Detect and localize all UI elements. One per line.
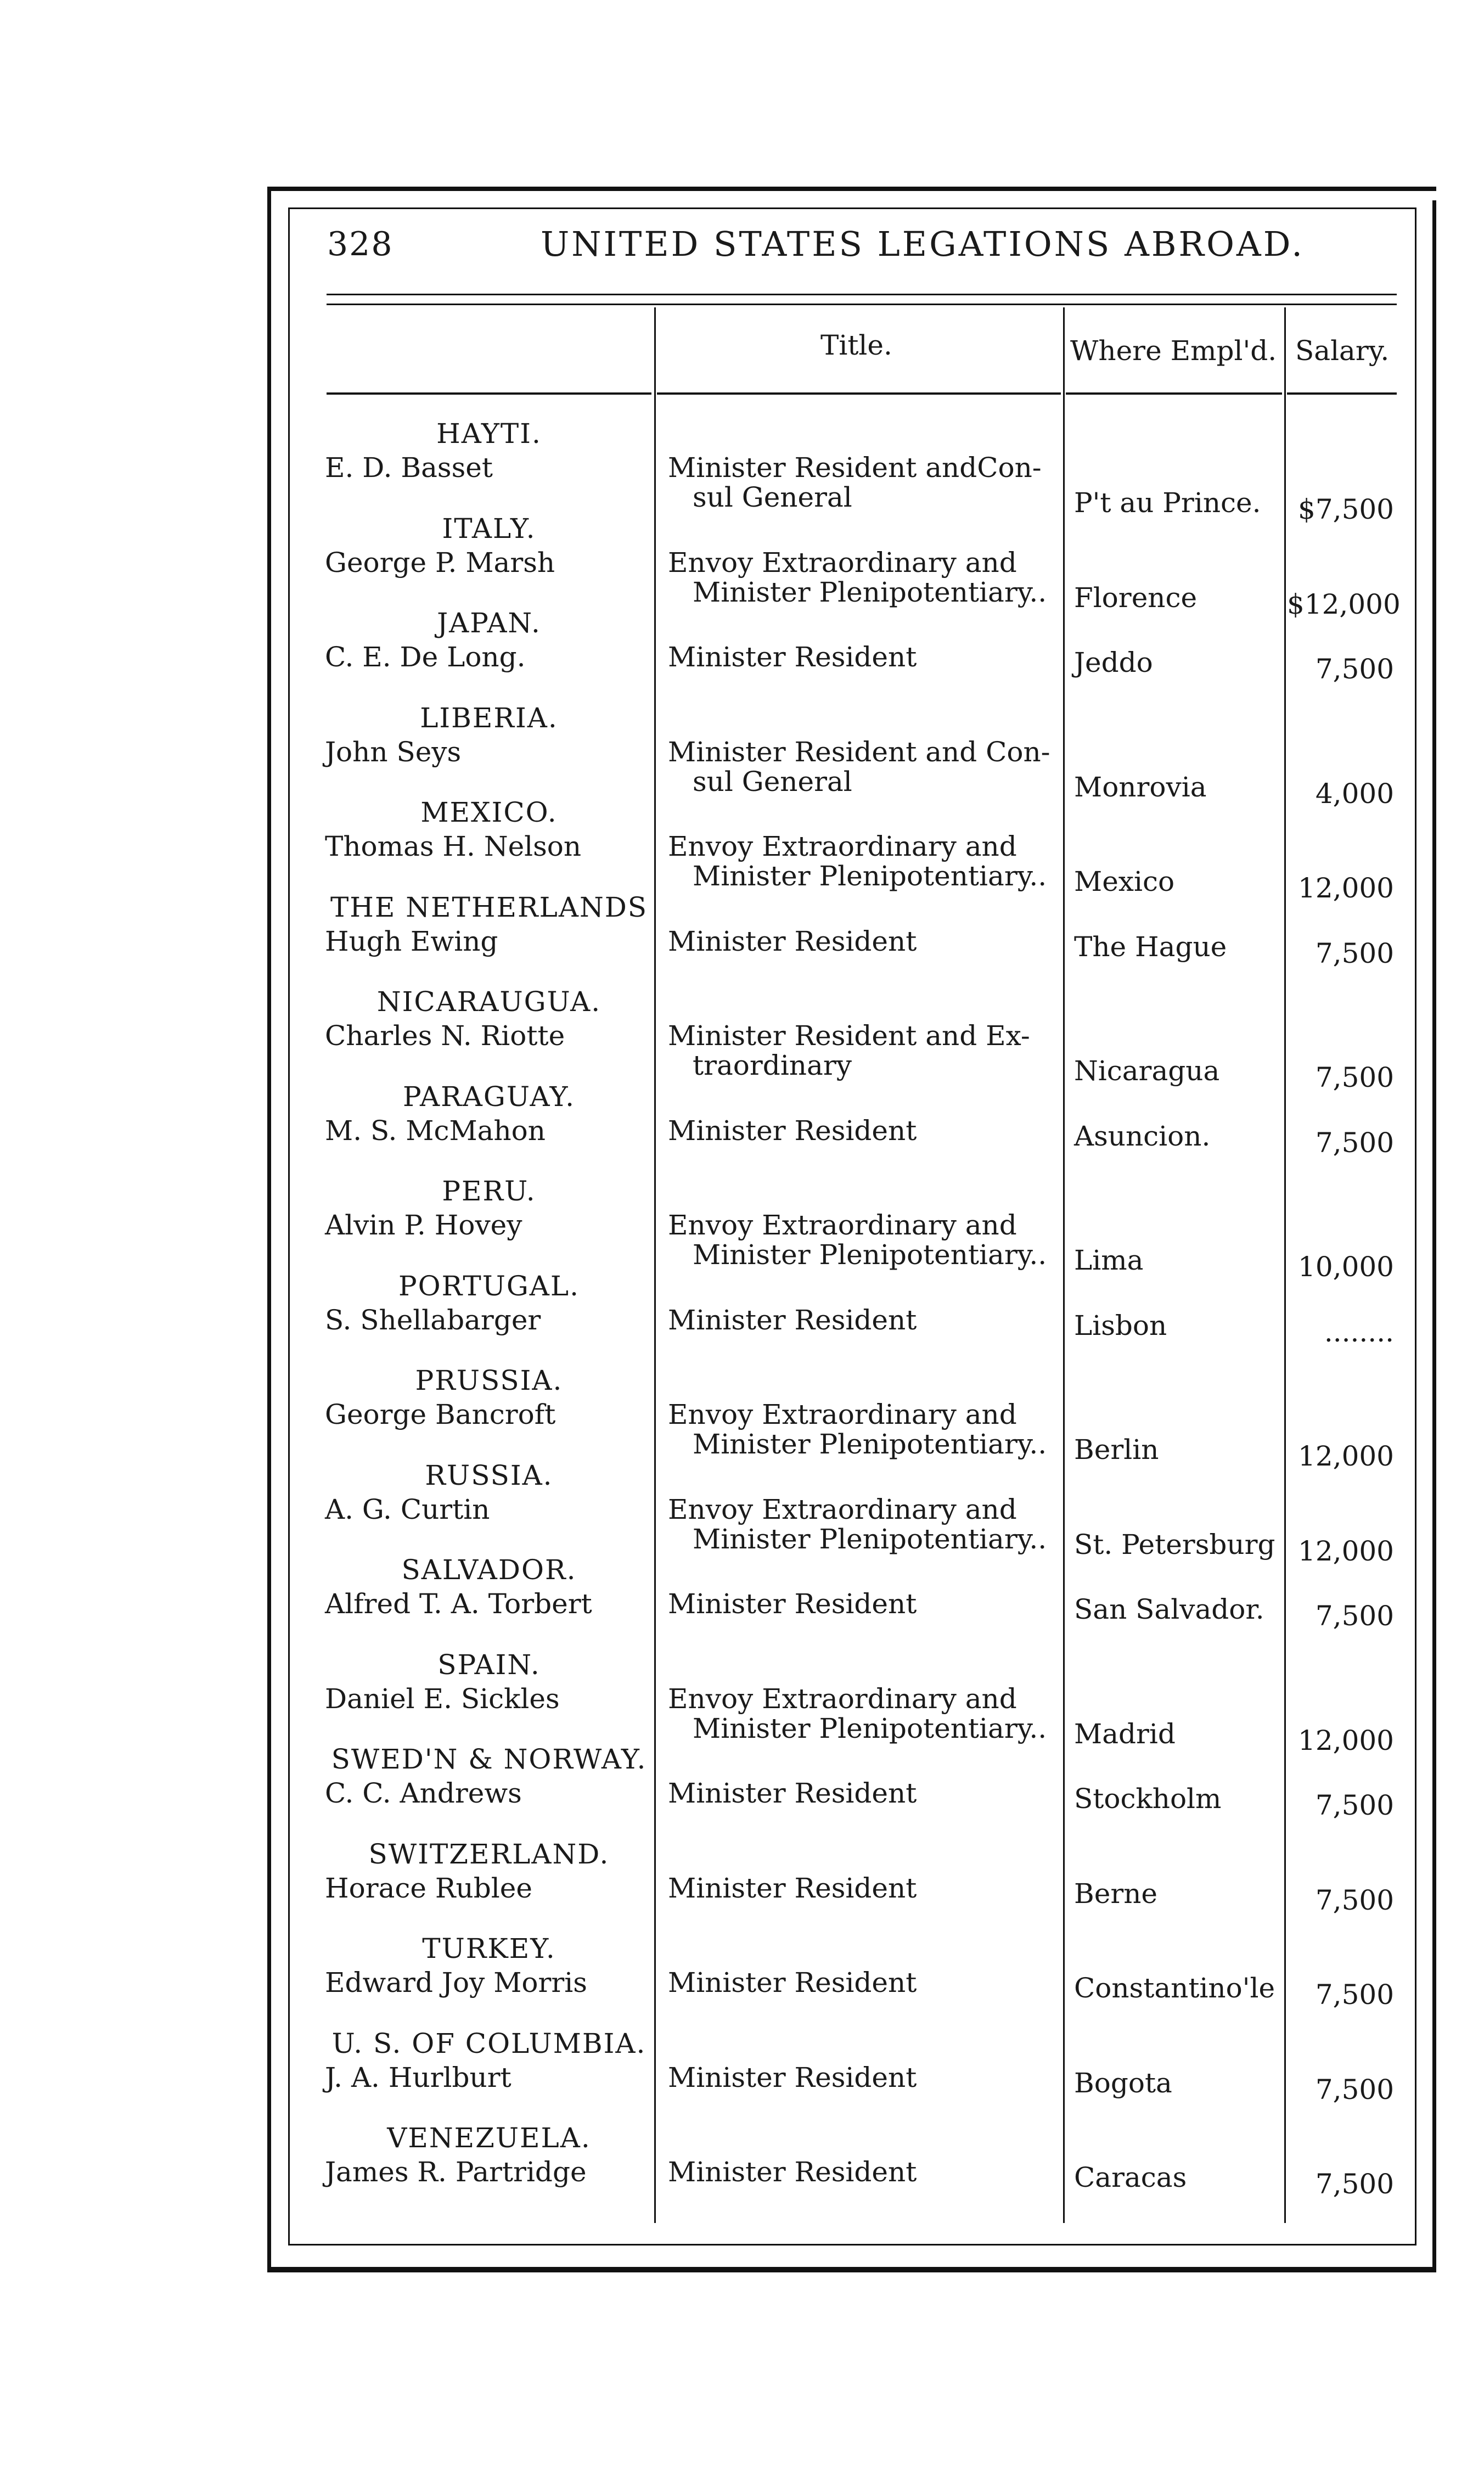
envoy-title: Minister Resident: [668, 2061, 917, 2093]
envoy-title: Minister Resident: [668, 1588, 917, 1620]
envoy-title: Envoy Extraordinary and: [668, 546, 1017, 579]
header-rule-1: [327, 294, 1397, 295]
post-location: Bogota: [1074, 2067, 1172, 2099]
country-heading: PORTUGAL.: [398, 1270, 580, 1302]
salary-value: 10,000: [1298, 1251, 1394, 1283]
country-heading: LIBERIA.: [420, 701, 558, 734]
envoy-title: Minister Resident: [668, 1304, 917, 1336]
salary-value: 7,500: [1315, 653, 1394, 685]
salary-value: 7,500: [1315, 1062, 1394, 1093]
country-heading: JAPAN.: [437, 607, 541, 639]
envoy-title-continued: Minister Plenipotentiary..: [693, 1523, 1047, 1555]
envoy-title: Minister Resident: [668, 1777, 917, 1809]
post-location: Caracas: [1074, 2162, 1187, 2193]
salary-value: 7,500: [1315, 1600, 1394, 1632]
outer-frame-left: [267, 187, 271, 2272]
country-heading: PRUSSIA.: [415, 1365, 563, 1396]
envoy-title: Envoy Extraordinary and: [668, 1209, 1017, 1241]
country-heading: ITALY.: [442, 512, 536, 544]
col-divider-2: [1063, 307, 1065, 2223]
envoy-title: Minister Resident: [668, 641, 917, 673]
post-location: The Hague: [1074, 930, 1227, 963]
country-heading: TURKEY.: [422, 1933, 556, 1964]
envoy-name: E. D. Basset: [325, 452, 493, 484]
country-heading: THE NETHERLANDS: [330, 891, 648, 923]
col-divider-3: [1284, 307, 1286, 2223]
post-location: Berlin: [1074, 1434, 1159, 1466]
outer-frame-bottom: [267, 2267, 1436, 2272]
column-header-where: Where Empl'd.: [1070, 335, 1277, 367]
envoy-name: John Seys: [325, 736, 462, 768]
header-rule-2: [327, 304, 1397, 305]
post-location: San Salvador.: [1074, 1593, 1264, 1625]
column-header-rule-3: [1066, 392, 1282, 395]
envoy-title-continued: traordinary: [693, 1049, 852, 1081]
country-heading: PERU.: [442, 1175, 536, 1207]
envoy-title: Envoy Extraordinary and: [668, 830, 1017, 862]
envoy-title: Minister Resident and Ex-: [668, 1020, 1030, 1052]
envoy-title: Minister Resident andCon-: [668, 452, 1042, 484]
salary-value: 7,500: [1315, 1789, 1394, 1821]
country-heading: VENEZUELA.: [387, 2122, 591, 2154]
post-location: Monrovia: [1074, 771, 1207, 803]
column-header-rule-1: [327, 392, 651, 395]
post-location: Constantino'le: [1074, 1972, 1275, 2004]
post-location: Lima: [1074, 1244, 1144, 1276]
envoy-title: Envoy Extraordinary and: [668, 1682, 1017, 1715]
envoy-title: Minister Resident: [668, 1872, 917, 1904]
envoy-name: George Bancroft: [325, 1399, 556, 1430]
salary-value: 7,500: [1315, 2168, 1394, 2200]
envoy-name: S. Shellabarger: [325, 1304, 541, 1336]
country-heading: MEXICO.: [420, 796, 558, 828]
envoy-title-continued: sul General: [693, 481, 852, 513]
envoy-name: A. G. Curtin: [325, 1493, 490, 1525]
envoy-name: Hugh Ewing: [325, 925, 498, 957]
post-location: Asuncion.: [1074, 1120, 1211, 1152]
page-number: 328: [327, 225, 394, 263]
column-header-rule-4: [1287, 392, 1397, 395]
country-heading: U. S. OF COLUMBIA.: [331, 2027, 647, 2059]
salary-value: 7,500: [1315, 2073, 1394, 2106]
column-header-salary: Salary.: [1295, 335, 1390, 367]
salary-value: 4,000: [1315, 777, 1394, 810]
salary-value: 12,000: [1298, 1724, 1394, 1756]
envoy-name: Edward Joy Morris: [325, 1967, 587, 1999]
envoy-title-continued: Minister Plenipotentiary..: [693, 1239, 1047, 1271]
envoy-name: J. A. Hurlburt: [325, 2061, 511, 2093]
country-heading: HAYTI.: [436, 418, 542, 450]
post-location: Nicaragua: [1074, 1055, 1220, 1087]
envoy-title-continued: Minister Plenipotentiary..: [693, 576, 1047, 608]
envoy-title-continued: Minister Plenipotentiary..: [693, 1712, 1047, 1744]
country-heading: SWITZERLAND.: [368, 1838, 610, 1870]
column-header-title: Title.: [820, 329, 892, 361]
salary-value: 7,500: [1315, 1126, 1394, 1159]
envoy-name: Charles N. Riotte: [325, 1020, 565, 1052]
envoy-name: C. E. De Long.: [325, 641, 526, 673]
envoy-name: Daniel E. Sickles: [325, 1682, 560, 1715]
envoy-title-continued: Minister Plenipotentiary..: [693, 1428, 1047, 1460]
post-location: Mexico: [1074, 866, 1175, 897]
envoy-name: Alfred T. A. Torbert: [325, 1588, 592, 1620]
envoy-name: C. C. Andrews: [325, 1777, 522, 1809]
post-location: Jeddo: [1074, 647, 1153, 678]
envoy-title: Minister Resident: [668, 1967, 917, 1999]
envoy-name: James R. Partridge: [325, 2156, 587, 2188]
envoy-name: Horace Rublee: [325, 1872, 532, 1904]
salary-value: 12,000: [1298, 1535, 1394, 1567]
salary-value: 7,500: [1315, 1979, 1394, 2011]
envoy-name: Alvin P. Hovey: [325, 1209, 522, 1241]
post-location: Lisbon: [1074, 1309, 1167, 1341]
country-heading: SALVADOR.: [401, 1554, 577, 1586]
post-location: St. Petersburg: [1074, 1528, 1275, 1560]
column-header-rule-2: [657, 392, 1061, 395]
salary-value: 12,000: [1298, 872, 1394, 904]
salary-value: 7,500: [1315, 937, 1394, 969]
envoy-title: Minister Resident: [668, 925, 917, 957]
post-location: Madrid: [1074, 1717, 1176, 1750]
outer-frame-top: [267, 187, 1436, 191]
inner-frame-right: [1415, 207, 1416, 2245]
salary-value: $7,500: [1298, 493, 1394, 525]
country-heading: SPAIN.: [437, 1648, 541, 1681]
salary-value: $12,000: [1287, 588, 1401, 620]
post-location: Stockholm: [1074, 1783, 1222, 1815]
page-title: UNITED STATES LEGATIONS ABROAD.: [541, 224, 1305, 264]
col-divider-1: [654, 307, 656, 2223]
post-location: Berne: [1074, 1877, 1158, 1910]
country-heading: RUSSIA.: [425, 1459, 553, 1491]
envoy-title-continued: Minister Plenipotentiary..: [693, 860, 1047, 892]
salary-value: 7,500: [1315, 1884, 1394, 1916]
envoy-name: M. S. McMahon: [325, 1114, 546, 1147]
envoy-title: Minister Resident and Con-: [668, 736, 1050, 768]
country-heading: SWED'N & NORWAY.: [331, 1743, 647, 1775]
country-heading: NICARAUGUA.: [376, 986, 602, 1018]
post-location: P't au Prince.: [1074, 487, 1261, 519]
country-heading: PARAGUAY.: [403, 1080, 575, 1113]
salary-value: 12,000: [1298, 1440, 1394, 1472]
envoy-title-continued: sul General: [693, 765, 852, 798]
outer-frame-right: [1432, 200, 1436, 2272]
envoy-name: Thomas H. Nelson: [325, 830, 582, 862]
envoy-title: Envoy Extraordinary and: [668, 1493, 1017, 1525]
envoy-title: Envoy Extraordinary and: [668, 1399, 1017, 1430]
post-location: Florence: [1074, 581, 1198, 614]
inner-frame-left: [288, 207, 290, 2245]
inner-frame-top: [288, 207, 1416, 209]
envoy-title: Minister Resident: [668, 1114, 917, 1147]
salary-value: ........: [1324, 1316, 1394, 1348]
envoy-name: George P. Marsh: [325, 546, 555, 579]
envoy-title: Minister Resident: [668, 2156, 917, 2188]
inner-frame-bottom: [288, 2244, 1416, 2246]
